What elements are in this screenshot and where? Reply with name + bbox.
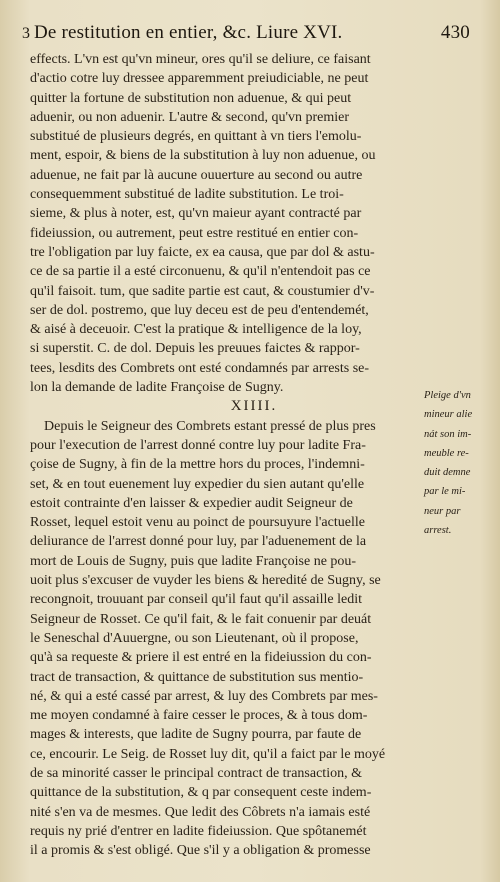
text-line: uoit plus s'excuser de vuyder les biens & heredité de Sugny, se xyxy=(30,573,381,589)
text-line: sieme, & plus à noter, est, qu'vn maieur ayant contracté par xyxy=(30,206,362,222)
text-line: Depuis le Seigneur des Combrets estant pressé de plus pres xyxy=(44,418,376,434)
text-line: quitter la fortune de substitution non aduenue, & qui peut xyxy=(30,90,352,106)
margin-note: arrest. xyxy=(424,525,452,537)
text-line: effects. L'vn est qu'vn mineur, ores qu'il se deliure, ce faisant xyxy=(30,52,371,67)
text-line: me moyen condamné à faire cesser le proces, & à tous dom- xyxy=(30,708,368,724)
margin-note: meuble re- xyxy=(424,447,469,459)
text-line: deliurance de l'arrest donné pour luy, par l'aduenement de la xyxy=(30,534,367,550)
text-line: ce de sa partie il a esté circonuenu, & qu'il n'entendoit pas ce xyxy=(30,264,371,280)
text-line: consequemment substitué de ladite substitution. Le troi- xyxy=(30,187,344,203)
text-line: tre l'obligation par luy faicte, ex ea causa, que par dol & astu- xyxy=(30,244,375,260)
text-line: ser de dol. postremo, que luy deceu est de peu d'entendemét, xyxy=(30,302,369,318)
text-line: mort de Louis de Sugny, puis que ladite Françoise ne pou- xyxy=(30,553,357,569)
margin-note: duit demne xyxy=(424,467,471,479)
text-block-top xyxy=(30,50,458,397)
text-line: tees, lesdits des Combrets ont esté condamnés par arrests se- xyxy=(30,360,370,376)
text-line: substitué de plusieurs degrés, en quittant à vn tiers l'emolu- xyxy=(30,129,362,145)
text-line: tract de transaction, & quittance de substitution sus mentio- xyxy=(30,669,364,685)
margin-note: mineur alie xyxy=(424,409,473,421)
text-line: set, & en tout euenement luy expedier du sien autant qu'elle xyxy=(30,476,365,492)
text-line: il a promis & s'est obligé. Que s'il y a obligation & promesse xyxy=(30,843,371,859)
margin-notes xyxy=(424,386,500,540)
text-line: ment, espoir, & biens de la substitution à luy non aduenue, ou xyxy=(30,148,376,164)
text-line: recongnoit, trouuant par conseil qu'il faut qu'il assaille ledit xyxy=(30,592,363,608)
text-line: qu'il faisoit. tum, que sadite partie est caut, & coustumier d'v- xyxy=(30,283,375,299)
margin-note: par le mi- xyxy=(424,486,466,498)
section-heading: XIIII. xyxy=(230,398,278,415)
text-line: le Seneschal d'Auuergne, ou son Lieutenant, où il propose, xyxy=(30,630,359,646)
text-line: fideiussion, ou autrement, peut estre restitué en entier con- xyxy=(30,225,359,241)
text-line: lon la demande de ladite Françoise de Sugny. xyxy=(30,380,284,396)
text-line: çoise de Sugny, à fin de la mettre hors du proces, l'indemni- xyxy=(30,457,365,473)
margin-note: Pleige d'vn xyxy=(424,390,471,401)
text-line: nité s'en va de mesmes. Que ledit des Côbrets n'a iamais esté xyxy=(30,804,371,820)
margin-note: nát son im- xyxy=(424,428,472,440)
text-line: Rosset, lequel estoit venu au poinct de poursuyure l'actuelle xyxy=(30,515,365,531)
text-block-bottom xyxy=(30,417,458,861)
signature-mark: 3 xyxy=(22,25,31,42)
running-header xyxy=(22,22,470,48)
text-line: aduenue, ne fait par là aucune ouuerture au second ou autre xyxy=(30,167,363,183)
text-line: né, & qui a esté cassé par arrest, & luy des Combrets par mes- xyxy=(30,688,378,704)
running-title: De restitution en entier, &c. Liure XVI. xyxy=(34,22,343,43)
text-line: aduenir, ou non aduenir. L'autre & second, qu'vn premier xyxy=(30,109,349,125)
text-line: si superstit. C. de dol. Depuis les preuues faictes & rappor- xyxy=(30,341,360,357)
text-line: mages & interests, que ladite de Sugny pourra, par faute de xyxy=(30,727,362,743)
text-line: qu'à sa requeste & priere il est entré en la fideiussion du con- xyxy=(30,650,372,666)
text-line: pour l'execution de l'arrest donné contre luy pour ladite Fra- xyxy=(30,437,366,453)
text-line: d'actio cotre luy dressee apparemment preiudiciable, ne peut xyxy=(30,71,369,87)
margin-note: neur par xyxy=(424,505,461,517)
text-line: de sa minorité casser le principal contract de transaction, & xyxy=(30,765,362,781)
page-number: 430 xyxy=(440,22,470,43)
main-text xyxy=(30,50,458,860)
text-line: estoit contrainte d'en laisser & expedier audit Seigneur de xyxy=(30,495,353,511)
text-line: quittance de la substitution, & q par consequent ceste indem- xyxy=(30,785,372,801)
text-line: ce, encourir. Le Seig. de Rosset luy dit, qu'il a faict par le moyé xyxy=(30,746,386,762)
text-line: requis ny prié d'entrer en ladite fideiussion. Que spôtanemét xyxy=(30,823,367,839)
text-line: & aisé à deceuoir. C'est la pratique & intelligence de la loy, xyxy=(30,322,362,338)
text-line: Seigneur de Rosset. Ce qu'il fait, & le fait conuenir par deuát xyxy=(30,611,372,627)
